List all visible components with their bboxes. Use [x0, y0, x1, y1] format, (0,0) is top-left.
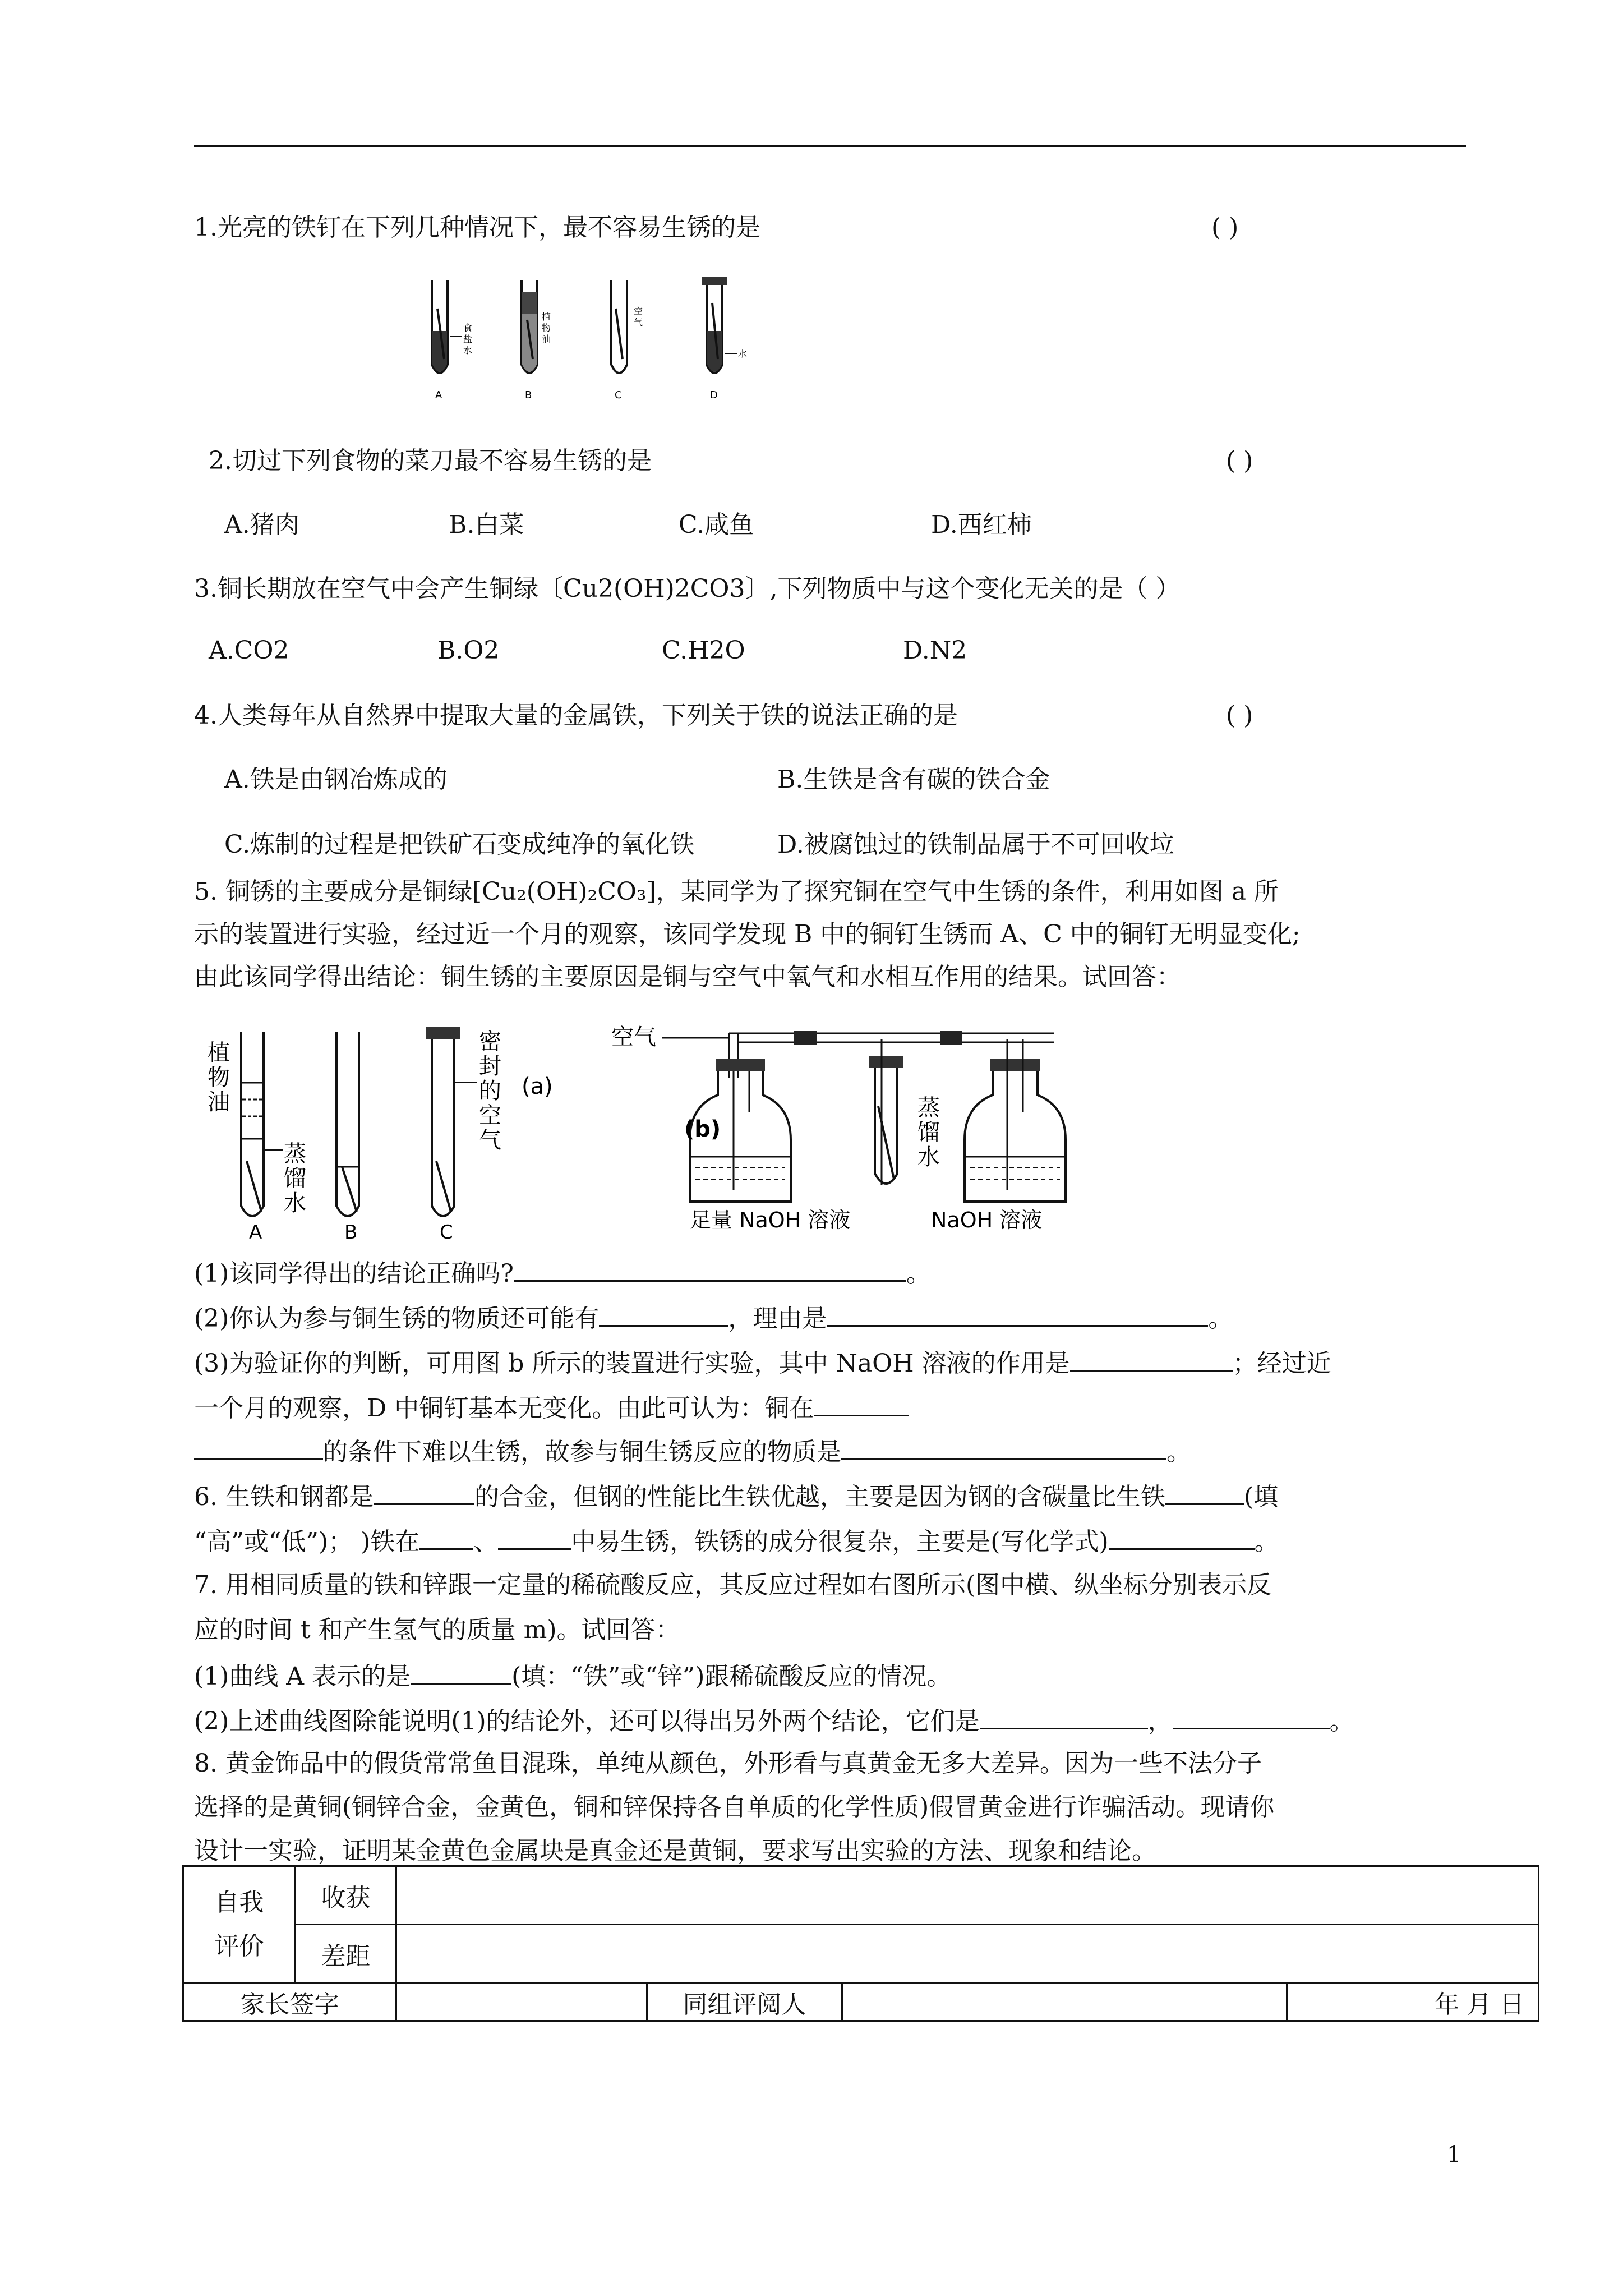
svg-text:封: 封: [479, 1053, 501, 1079]
q5-figure-a: [208, 1027, 589, 1240]
q4-text: 4.人类每年从自然界中提取大量的金属铁，下列关于铁的说法正确的是: [194, 701, 958, 730]
q1-label-a: A: [435, 389, 442, 401]
q5-sub2-blank-2[interactable]: [827, 1300, 1208, 1327]
q4-answer-paren: ( ): [1226, 701, 1253, 730]
date-field[interactable]: 年 月 日: [1287, 1983, 1539, 2021]
gap-label: 差距: [295, 1925, 396, 1983]
q1-text: 1.光亮的铁钉在下列几种情况下，最不容易生锈的是: [194, 213, 760, 242]
q5-fig-air-label: 空气: [611, 1024, 656, 1050]
svg-text:馏: 馏: [284, 1166, 306, 1191]
q1-label-c: C: [615, 389, 622, 401]
q8-line-3: 设计一实验，证明某金黄色金属块是真金还是黄铜，要求写出实验的方法、现象和结论。: [194, 1837, 1156, 1865]
q7-sub2-blank-2[interactable]: [1173, 1703, 1330, 1729]
q4-option-d: D.被腐蚀过的铁制品属于不可回收垃: [777, 830, 1174, 859]
q3-option-b: B.O2: [437, 636, 500, 665]
q5-sub3-blank-2[interactable]: [814, 1390, 909, 1416]
q5-sub1: (1)该同学得出的结论正确吗? 。: [194, 1255, 931, 1291]
svg-text:盐: 盐: [463, 334, 473, 344]
q6-line-2: “高”或“低”)； )铁在 、 中易生锈，铁锈的成分很复杂，主要是(写化学式) 。: [194, 1524, 1279, 1559]
peer-review-label: 同组评阅人: [647, 1983, 842, 2021]
q5-figure-b: [606, 1016, 1088, 1230]
q7-sub1: (1)曲线 A 表示的是 (填：“铁”或“锌”)跟稀硫酸反应的情况。: [194, 1658, 951, 1694]
q5-line-2: 示的装置进行实验，经过近一个月的观察，该同学发现 B 中的铜钉生锈而 A、C 中的铜钉无明显变化;: [194, 920, 1301, 949]
q5-fig-a-label: (a): [522, 1074, 553, 1099]
gap-field[interactable]: [396, 1925, 1539, 1983]
q1-answer-paren: ( ): [1211, 213, 1239, 242]
q5-sub2: (2)你认为参与铜生锈的物质还可能有 ，理由是 。: [194, 1300, 1233, 1336]
svg-text:密: 密: [479, 1029, 501, 1055]
q5-fig-naoh-left: 足量 NaOH 溶液: [690, 1208, 851, 1230]
q7-line-2: 应的时间 t 和产生氢气的质量 m)。试回答：: [194, 1616, 680, 1644]
q5-sub3-cont: 一个月的观察，D 中铜钉基本无变化。由此可认为：铜在: [194, 1390, 909, 1425]
q6-blank-2[interactable]: [1165, 1479, 1244, 1505]
q2-answer-paren: ( ): [1226, 447, 1253, 475]
q4-option-a: A.铁是由钢冶炼成的: [224, 765, 448, 794]
svg-text:蒸: 蒸: [917, 1095, 940, 1121]
q3-option-d: D.N2: [903, 636, 967, 665]
q8-line-2: 选择的是黄铜(铜锌合金，金黄色，铜和锌保持各自单质的化学性质)假冒黄金进行诈骗活动。现请你: [194, 1793, 1275, 1821]
q5-fig-naoh-right: NaOH 溶液: [931, 1208, 1043, 1230]
q5-sub3-blank-3[interactable]: [194, 1434, 323, 1460]
svg-text:空: 空: [634, 306, 643, 316]
q5-sub3: (3)为验证你的判断，可用图 b 所示的装置进行实验，其中 NaOH 溶液的作用是 ；经过近: [194, 1345, 1331, 1381]
q1-label-b: B: [525, 389, 532, 401]
parent-sign-field[interactable]: [396, 1983, 647, 2021]
tube-b: [522, 280, 551, 401]
svg-text:气: 气: [634, 317, 643, 328]
q7-sub2-blank-1[interactable]: [980, 1703, 1148, 1729]
q5-sub3-end: 的条件下难以生锈，故参与铜生锈反应的物质是 。: [194, 1434, 1191, 1469]
page-number: 1: [1447, 2142, 1461, 2168]
gain-label: 收获: [295, 1866, 396, 1925]
q5-fig-tube-c: C: [440, 1221, 453, 1240]
q6-blank-3[interactable]: [419, 1524, 473, 1550]
q2-option-b: B.白菜: [449, 510, 524, 539]
self-eval-cell: 自我 评价: [183, 1866, 296, 1983]
q7-line-1: 7. 用相同质量的铁和锌跟一定量的稀硫酸反应，其反应过程如右图所示(图中横、纵坐标分别表示反: [194, 1571, 1272, 1599]
self-evaluation-table: [182, 1865, 1539, 2022]
svg-text:水: 水: [738, 348, 748, 359]
q8-line-1: 8. 黄金饰品中的假货常常鱼目混珠，单纯从颜色，外形看与真黄金无多大差异。因为一些不法分子: [194, 1749, 1262, 1778]
q7-sub1-blank[interactable]: [411, 1658, 511, 1685]
tube-c: [611, 280, 643, 401]
parent-sign-label: 家长签字: [183, 1983, 396, 2021]
svg-text:水: 水: [917, 1144, 940, 1170]
svg-text:气: 气: [479, 1128, 501, 1153]
svg-text:植: 植: [542, 311, 551, 322]
tube-d: [702, 277, 747, 401]
svg-text:空: 空: [479, 1103, 501, 1129]
svg-text:物: 物: [208, 1065, 230, 1091]
header-rule: [194, 145, 1466, 147]
svg-text:油: 油: [208, 1089, 230, 1115]
q5-sub3-blank-1[interactable]: [1070, 1345, 1233, 1372]
gain-field[interactable]: [396, 1866, 1539, 1925]
q3-text: 3.铜长期放在空气中会产生铜绿〔Cu2(OH)2CO3〕,下列物质中与这个变化无关的是（ ）: [194, 574, 1181, 603]
q6-line-1: 6. 生铁和钢都是 的合金，但钢的性能比生铁优越，主要是因为钢的含碳量比生铁 (填: [194, 1479, 1278, 1514]
q3-option-c: C.H2O: [662, 636, 745, 665]
svg-text:物: 物: [542, 323, 551, 333]
tube-a: [432, 280, 472, 401]
q4-option-c: C.炼制的过程是把铁矿石变成纯净的氧化铁: [224, 830, 695, 859]
q2-text: 2.切过下列食物的菜刀最不容易生锈的是: [209, 447, 652, 475]
q5-line-3: 由此该同学得出结论：铜生锈的主要原因是铜与空气中氧气和水相互作用的结果。试回答：: [194, 963, 1181, 991]
svg-text:油: 油: [542, 334, 551, 344]
q1-test-tubes-figure: [415, 275, 774, 409]
svg-text:水: 水: [463, 345, 473, 356]
q1-label-d: D: [710, 389, 718, 401]
q2-option-a: A.猪肉: [224, 510, 299, 539]
q6-blank-5[interactable]: [1109, 1524, 1255, 1550]
q5-fig-tube-a: A: [249, 1221, 262, 1240]
q2-option-d: D.西红柿: [931, 510, 1032, 539]
q6-blank-4[interactable]: [498, 1524, 571, 1550]
svg-text:的: 的: [479, 1078, 501, 1104]
svg-text:水: 水: [284, 1190, 306, 1216]
q6-blank-1[interactable]: [374, 1479, 474, 1505]
q4-option-b: B.生铁是含有碳的铁合金: [777, 765, 1050, 794]
q5-line-1: 5. 铜锈的主要成分是铜绿[Cu₂(OH)₂CO₃]，某同学为了探究铜在空气中生锈的条件，利用如图 a 所: [194, 877, 1279, 906]
q5-fig-tube-b: B: [344, 1221, 358, 1240]
svg-text:蒸: 蒸: [284, 1141, 306, 1167]
q5-fig-b-label: (b): [684, 1116, 721, 1142]
q2-option-c: C.咸鱼: [679, 510, 754, 539]
q5-sub3-blank-4[interactable]: [841, 1434, 1166, 1460]
q5-sub1-blank[interactable]: [514, 1255, 906, 1282]
q5-sub2-blank-1[interactable]: [599, 1300, 728, 1327]
q3-option-a: A.CO2: [209, 636, 289, 665]
q7-sub2: (2)上述曲线图除能说明(1)的结论外，还可以得出另外两个结论，它们是 ， 。: [194, 1703, 1354, 1738]
q1-label-salt-water-1: 食: [463, 323, 473, 333]
peer-review-field[interactable]: [842, 1983, 1287, 2021]
svg-text:馏: 馏: [917, 1120, 940, 1145]
svg-text:植: 植: [208, 1040, 230, 1066]
